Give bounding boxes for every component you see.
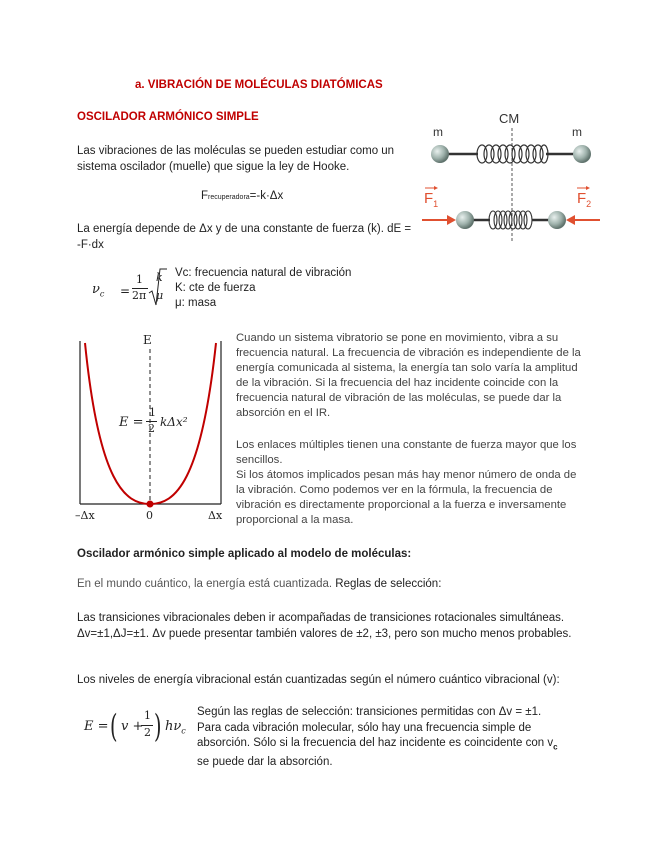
spring-bottom	[489, 211, 532, 229]
quantum-line: En el mundo cuántico, la energía está cuantizada. Reglas de selección:	[77, 578, 442, 590]
absorption-text: Para cada vibración molecular, sólo hay una frecuencia simple de absorción. Sólo si la frecuencia del haz incidente es coincidente con $v_c$	[197, 721, 558, 752]
absorption-end-text: se puede dar la absorción.	[197, 755, 333, 768]
graph-neg-dx: –Δx	[75, 509, 95, 522]
natural-frequency-paragraph: Cuando un sistema vibratorio se pone en movimiento, vibra a su frecuencia natural. La frecuencia de vibración es independiente de la energía comunicada al sistema, la energía tan solo varía la amplitud de la vibración. Si la frecuencia del haz incidente coincide con la frecuencia natural de vibración de las moléculas, se puede dar la absorción en el IR.	[236, 332, 581, 419]
graph-eq-rhs: kΔx²	[160, 415, 188, 429]
energy-text: La energía depende de Δx y de una constante de fuerza (k). dE = -F·dx	[77, 223, 412, 251]
mass-left-label: m	[433, 125, 443, 139]
section-title: OSCILADOR ARMÓNICO SIMPLE	[77, 111, 259, 123]
mass-right-top	[573, 145, 591, 163]
equilibrium-point	[147, 501, 154, 508]
mass-left-bottom	[456, 211, 474, 229]
energy-level-formula: E = ( v + 1 2 ) $h\nu_c$	[84, 707, 186, 745]
allowed-transitions-text: Según las reglas de selección: transiciones permitidas con Δv = ±1.	[197, 706, 542, 718]
levels-text: Los niveles de energía vibracional están cuantizadas según el número cuántico vibracional (v):	[77, 674, 560, 686]
selection-rules-text	[197, 705, 582, 770]
force-2-label: $F_2$	[577, 190, 592, 209]
graph-pos-dx: Δx	[208, 509, 223, 522]
graph-eq-num: 1	[149, 406, 156, 419]
force-1-label: $F_1$	[424, 190, 439, 209]
legend-vc: Vc: frecuencia natural de vibración	[175, 267, 352, 279]
frequency-legend	[175, 266, 351, 311]
graph-eq-lhs: E =	[119, 415, 144, 430]
model-subtitle: Oscilador armónico simple aplicado al modelo de moléculas:	[77, 548, 412, 560]
intro-text: Las vibraciones de las moléculas se pueden estudiar como un sistema oscilador (muelle) que sigue la ley de Hooke.	[77, 145, 395, 173]
cm-label: CM	[499, 111, 520, 126]
mass-right-bottom	[548, 211, 566, 229]
transitions-text: Las transiciones vibracionales deben ir acompañadas de transiciones rotacionales simultáneas. Δv=±1,ΔJ=±1. Δv puede presentar también valores de ±2, ±3, pero son mucho menos probables.	[77, 612, 572, 640]
legend-k: K: cte de fuerza	[175, 282, 256, 294]
graph-e-label: E	[143, 333, 152, 347]
graph-zero: 0	[146, 509, 153, 522]
spring-diagram	[420, 108, 605, 248]
frequency-formula: $\nu_c$ = 1 2π k μ	[92, 267, 172, 309]
legend-mu: μ: masa	[175, 297, 217, 309]
graph-eq-den: 2	[148, 422, 155, 435]
potential-energy-graph	[75, 333, 235, 528]
mass-effect-text: Si los átomos implicados pesan más hay menor número de onda de la vibración. Como podemos ver en la fórmula, la frecuencia de vibración es directamente proporcional a la fuerza e inversamente proporcional a la masa.	[236, 469, 577, 526]
mass-right-label: m	[572, 125, 582, 139]
hooke-law: Frecuperadora=-k·Δx	[201, 190, 284, 202]
multiple-bonds-text: Los enlaces múltiples tienen una constante de fuerza mayor que los sencillos.	[236, 439, 577, 466]
mass-left-top	[431, 145, 449, 163]
main-heading: a. VIBRACIÓN DE MOLÉCULAS DIATÓMICAS	[135, 79, 383, 91]
bonds-paragraph	[236, 438, 582, 528]
